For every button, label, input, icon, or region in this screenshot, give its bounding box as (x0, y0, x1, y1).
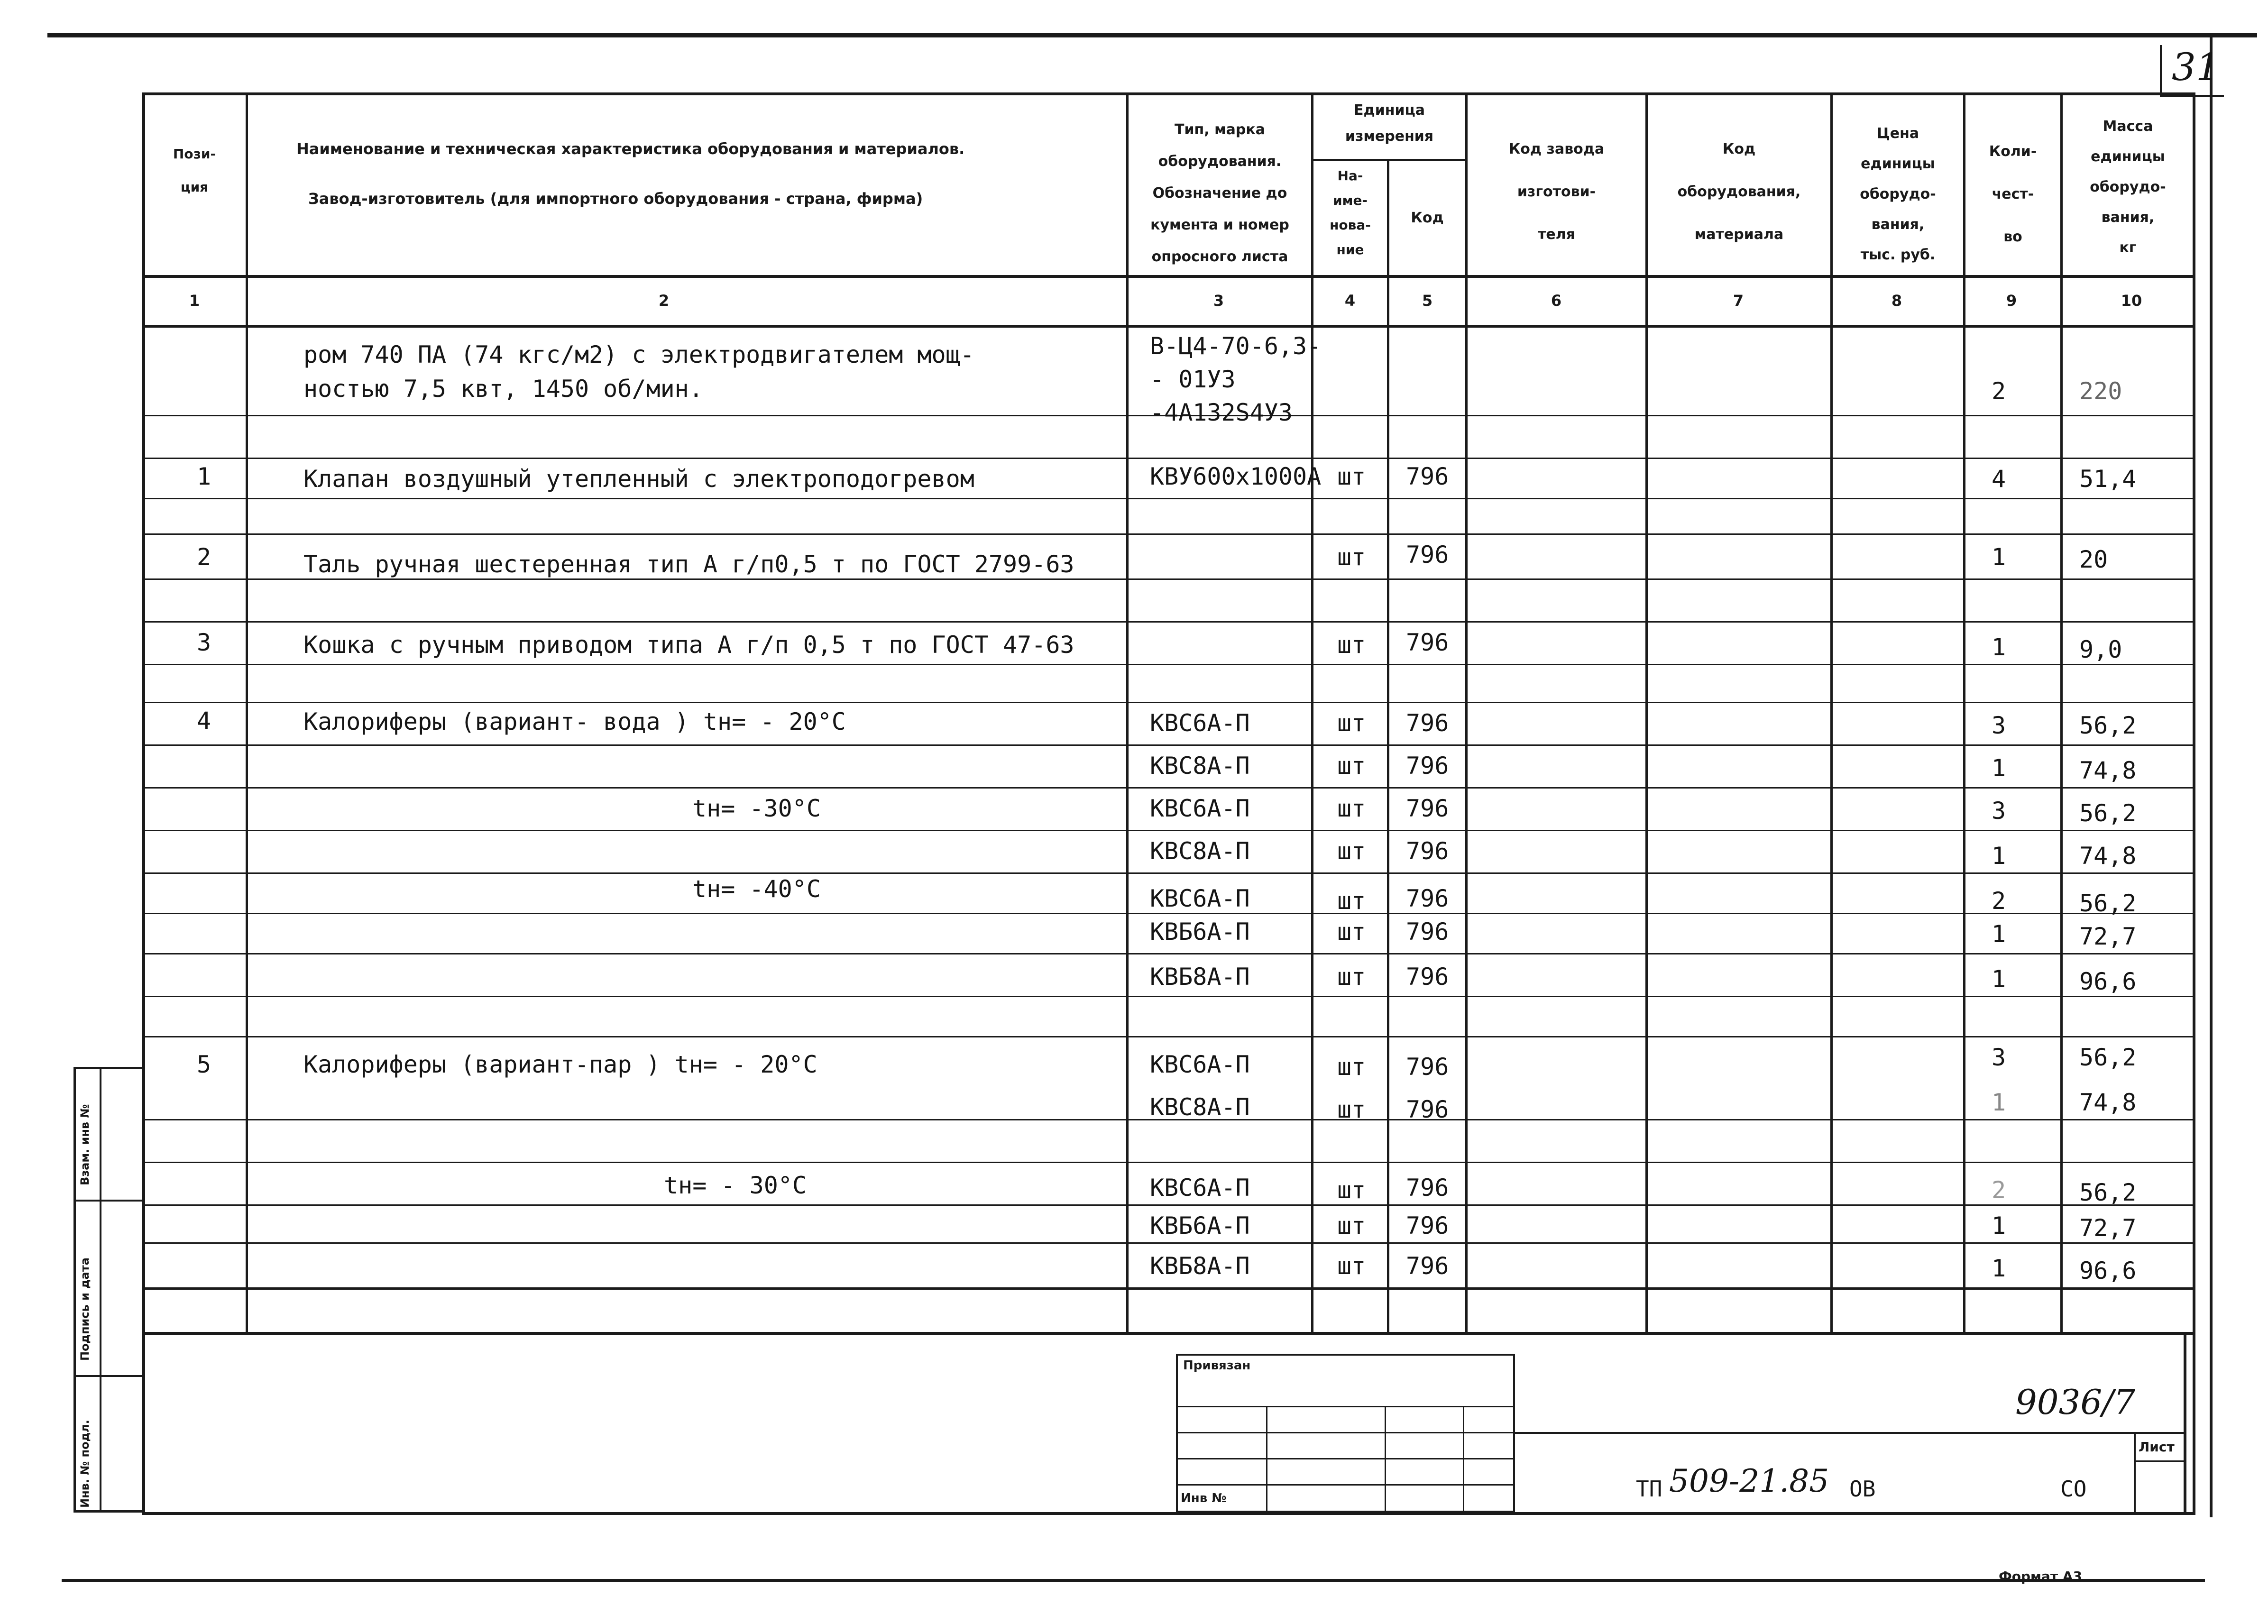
row-line (142, 621, 2195, 623)
col-number: 9 (2006, 292, 2017, 310)
document-number: 9036/7 (2015, 1382, 2136, 1422)
row-code: 796 (1406, 837, 1449, 865)
row-mass: 220 (2079, 377, 2122, 405)
col-number: 6 (1551, 292, 1562, 310)
row-type: КВС6А-П (1150, 885, 1250, 912)
col-number: 7 (1733, 292, 1744, 310)
row-position: 3 (196, 629, 211, 656)
row-qty: 1 (1991, 1089, 2006, 1116)
row-unit: шт (1337, 709, 1366, 737)
row-type: В-Ц4-70-6,3- (1150, 332, 1322, 360)
sheet-label: Лист (2139, 1439, 2175, 1455)
row-code: 796 (1406, 1096, 1449, 1123)
row-mass: 9,0 (2079, 636, 2122, 663)
row-code: 796 (1406, 463, 1449, 490)
row-type: КВБ8А-П (1150, 1252, 1250, 1280)
row-type: КВС6А-П (1150, 1174, 1250, 1202)
row-mass: 72,7 (2079, 923, 2137, 950)
row-line (142, 744, 2195, 746)
row-mass: 74,8 (2079, 842, 2137, 870)
row-unit: шт (1337, 1176, 1366, 1204)
row-unit: шт (1337, 463, 1366, 490)
row-name: ностью 7,5 квт, 1450 об/мин. (303, 375, 703, 403)
row-code: 796 (1406, 1252, 1449, 1280)
row-line (142, 533, 2195, 535)
bottom-border (62, 1579, 2205, 1582)
row-qty: 1 (1991, 1212, 2006, 1239)
row-unit: шт (1337, 1053, 1366, 1081)
row-qty: 1 (1991, 965, 2006, 993)
title-line (1515, 1432, 2184, 1434)
stamp-line (1266, 1406, 1267, 1513)
row-type: КВС8А-П (1150, 752, 1250, 780)
row-mass: 56,2 (2079, 1179, 2137, 1206)
row-qty: 3 (1991, 712, 2006, 739)
title-line (2134, 1432, 2136, 1513)
row-unit: шт (1337, 918, 1366, 945)
row-qty: 2 (1991, 887, 2006, 915)
format-label: Формат А3 (1999, 1569, 2082, 1584)
header-unit-code: Код (1411, 210, 1444, 226)
row-mass: 51,4 (2079, 465, 2137, 493)
row-unit: шт (1337, 631, 1366, 659)
row-line (142, 664, 2195, 665)
right-border (2210, 33, 2213, 1517)
header-equipment-code: Код оборудования, материала (1677, 141, 1801, 243)
row-type: - 01УЗ (1150, 366, 1236, 393)
row-line (142, 996, 2195, 997)
col-number: 1 (189, 292, 200, 310)
col-line (1830, 92, 1833, 1335)
row-name: tн= - 30°С (664, 1172, 807, 1199)
side-stamp-line (73, 1200, 142, 1202)
row-line (142, 578, 2195, 580)
row-line (142, 1162, 2195, 1163)
col-line (2060, 92, 2063, 1335)
title-block (142, 1332, 2195, 1515)
title-line (2134, 1460, 2184, 1462)
row-type: КВБ6А-П (1150, 1212, 1250, 1239)
row-qty: 3 (1991, 1044, 2006, 1071)
col-line (1311, 92, 1313, 1335)
col-number: 3 (1213, 292, 1224, 310)
row-unit: шт (1337, 1212, 1366, 1239)
row-position: 5 (196, 1051, 211, 1078)
header-name-line2: Завод-изготовитель (для импортного оборудования - страна, фирма) (308, 190, 923, 208)
row-code: 796 (1406, 1053, 1449, 1081)
row-line (142, 787, 2195, 789)
row-code: 796 (1406, 541, 1449, 569)
row-qty: 1 (1991, 1255, 2006, 1282)
col-number: 10 (2121, 292, 2142, 310)
row-qty: 2 (1991, 377, 2006, 405)
row-line (142, 1242, 2195, 1244)
stamp-line (1463, 1406, 1464, 1513)
row-position: 2 (196, 543, 211, 571)
tp-number: 509-21.85 (1669, 1463, 1829, 1499)
side-stamp-line (100, 1067, 101, 1513)
header-plant-code: Код завода изготови- теля (1508, 141, 1605, 243)
row-position: 4 (196, 707, 211, 734)
row-type: КВБ8А-П (1150, 963, 1250, 991)
row-name: Клапан воздушный утепленный с электроподогревом (303, 465, 974, 493)
col-number-line (142, 325, 2195, 328)
col-line (1126, 92, 1129, 1335)
row-code: 796 (1406, 963, 1449, 991)
side-stamp-line (73, 1375, 142, 1377)
row-type: КВС8А-П (1150, 837, 1250, 865)
row-name: ром 740 ПА (74 кгс/м2) с электродвигателем мощ- (303, 341, 974, 368)
row-line (142, 953, 2195, 954)
section-code: ОВ (1849, 1476, 1876, 1502)
row-qty: 1 (1991, 633, 2006, 661)
row-line (142, 913, 2195, 914)
row-code: 796 (1406, 1212, 1449, 1239)
row-qty: 1 (1991, 754, 2006, 782)
row-code: 796 (1406, 918, 1449, 945)
col-number: 8 (1891, 292, 1902, 310)
row-mass: 96,6 (2079, 968, 2137, 995)
privyazan-label: Привязан (1183, 1358, 1251, 1373)
row-unit: шт (1337, 887, 1366, 915)
row-line (142, 458, 2195, 459)
row-code: 796 (1406, 709, 1449, 737)
side-stamp-podpis: Подпись и дата (78, 1257, 92, 1361)
row-code: 796 (1406, 629, 1449, 656)
tp-prefix: ТП (1636, 1476, 1662, 1502)
row-mass: 20 (2079, 546, 2108, 573)
header-unit-group: Единица измерения (1345, 102, 1434, 145)
header-quantity: Коли- чест- во (1989, 143, 2037, 245)
row-mass: 56,2 (2079, 712, 2137, 739)
row-type: КВБ6А-П (1150, 918, 1250, 945)
row-mass: 56,2 (2079, 1044, 2137, 1071)
row-name: Таль ручная шестеренная тип А г/п0,5 т по ГОСТ 2799-63 (303, 551, 1074, 578)
row-name: Калориферы (вариант- вода ) tн= - 20°С (303, 708, 846, 735)
col-line (1465, 92, 1468, 1335)
row-code: 796 (1406, 795, 1449, 822)
row-line (142, 872, 2195, 874)
row-qty: 1 (1991, 543, 2006, 571)
row-code: 796 (1406, 752, 1449, 780)
row-type: КВУ600х1000А (1150, 463, 1322, 490)
top-border (47, 33, 2257, 37)
row-unit: шт (1337, 1096, 1366, 1123)
header-name-line1: Наименование и техническая характеристика оборудования и материалов. (296, 140, 965, 158)
row-line (142, 1287, 2195, 1290)
row-unit: шт (1337, 795, 1366, 822)
row-type: КВС8А-П (1150, 1093, 1250, 1121)
row-code: 796 (1406, 885, 1449, 912)
row-mass: 74,8 (2079, 1089, 2137, 1116)
page-number: 31 (2172, 45, 2220, 89)
header-position: Пози- ция (173, 146, 216, 195)
row-line (142, 498, 2195, 499)
row-mass: 56,2 (2079, 890, 2137, 917)
row-mass: 72,7 (2079, 1214, 2137, 1242)
col-number: 2 (658, 292, 670, 310)
row-qty: 3 (1991, 797, 2006, 825)
row-unit: шт (1337, 963, 1366, 991)
header-mass: Масса единицы оборудо- вания, кг (2090, 118, 2166, 256)
row-code: 796 (1406, 1174, 1449, 1202)
row-unit: шт (1337, 752, 1366, 780)
row-mass: 96,6 (2079, 1257, 2137, 1285)
header-price: Цена единицы оборудо- вания, тыс. руб. (1860, 125, 1936, 263)
col-number: 5 (1422, 292, 1433, 310)
col-number: 4 (1344, 292, 1356, 310)
side-stamp-inv: Инв. № подл. (78, 1420, 92, 1508)
row-type: КВС6А-П (1150, 795, 1250, 822)
row-name: tн= -40°С (692, 875, 821, 903)
row-type: КВС6А-П (1150, 709, 1250, 737)
row-unit: шт (1337, 837, 1366, 865)
col-line (1645, 92, 1648, 1335)
header-type: Тип, марка оборудования. Обозначение до кумента и номер опросного листа (1150, 121, 1289, 265)
row-qty: 1 (1991, 920, 2006, 948)
unit-split-line (1311, 159, 1468, 161)
row-name: Калориферы (вариант-пар ) tн= - 20°С (303, 1051, 817, 1078)
row-unit: шт (1337, 1252, 1366, 1280)
col-line (1387, 159, 1389, 1335)
header-bottom-line (142, 275, 2195, 278)
row-qty: 1 (1991, 842, 2006, 870)
row-name: tн= -30°С (692, 795, 821, 822)
side-stamp-vzam: Взам. инв № (78, 1104, 92, 1185)
row-type: КВС6А-П (1150, 1051, 1250, 1078)
row-line (142, 1036, 2195, 1037)
row-unit: шт (1337, 543, 1366, 571)
col-line (1963, 92, 1965, 1335)
inv-no-label: Инв № (1181, 1491, 1227, 1505)
row-line (142, 830, 2195, 831)
row-mass: 74,8 (2079, 757, 2137, 784)
row-qty: 2 (1991, 1176, 2006, 1204)
row-line (142, 1204, 2195, 1206)
header-unit-name: На- име- нова- ние (1330, 168, 1371, 257)
row-line (142, 702, 2195, 703)
sheet-code: СО (2060, 1476, 2087, 1502)
row-qty: 4 (1991, 465, 2006, 493)
stamp-line (1385, 1406, 1386, 1513)
row-mass: 56,2 (2079, 799, 2137, 827)
row-position: 1 (196, 463, 211, 490)
title-block-right (2184, 1332, 2186, 1515)
row-name: Кошка с ручным приводом типа А г/п 0,5 т по ГОСТ 47-63 (303, 631, 1074, 659)
row-type: -4А132S4У3 (1150, 399, 1293, 426)
